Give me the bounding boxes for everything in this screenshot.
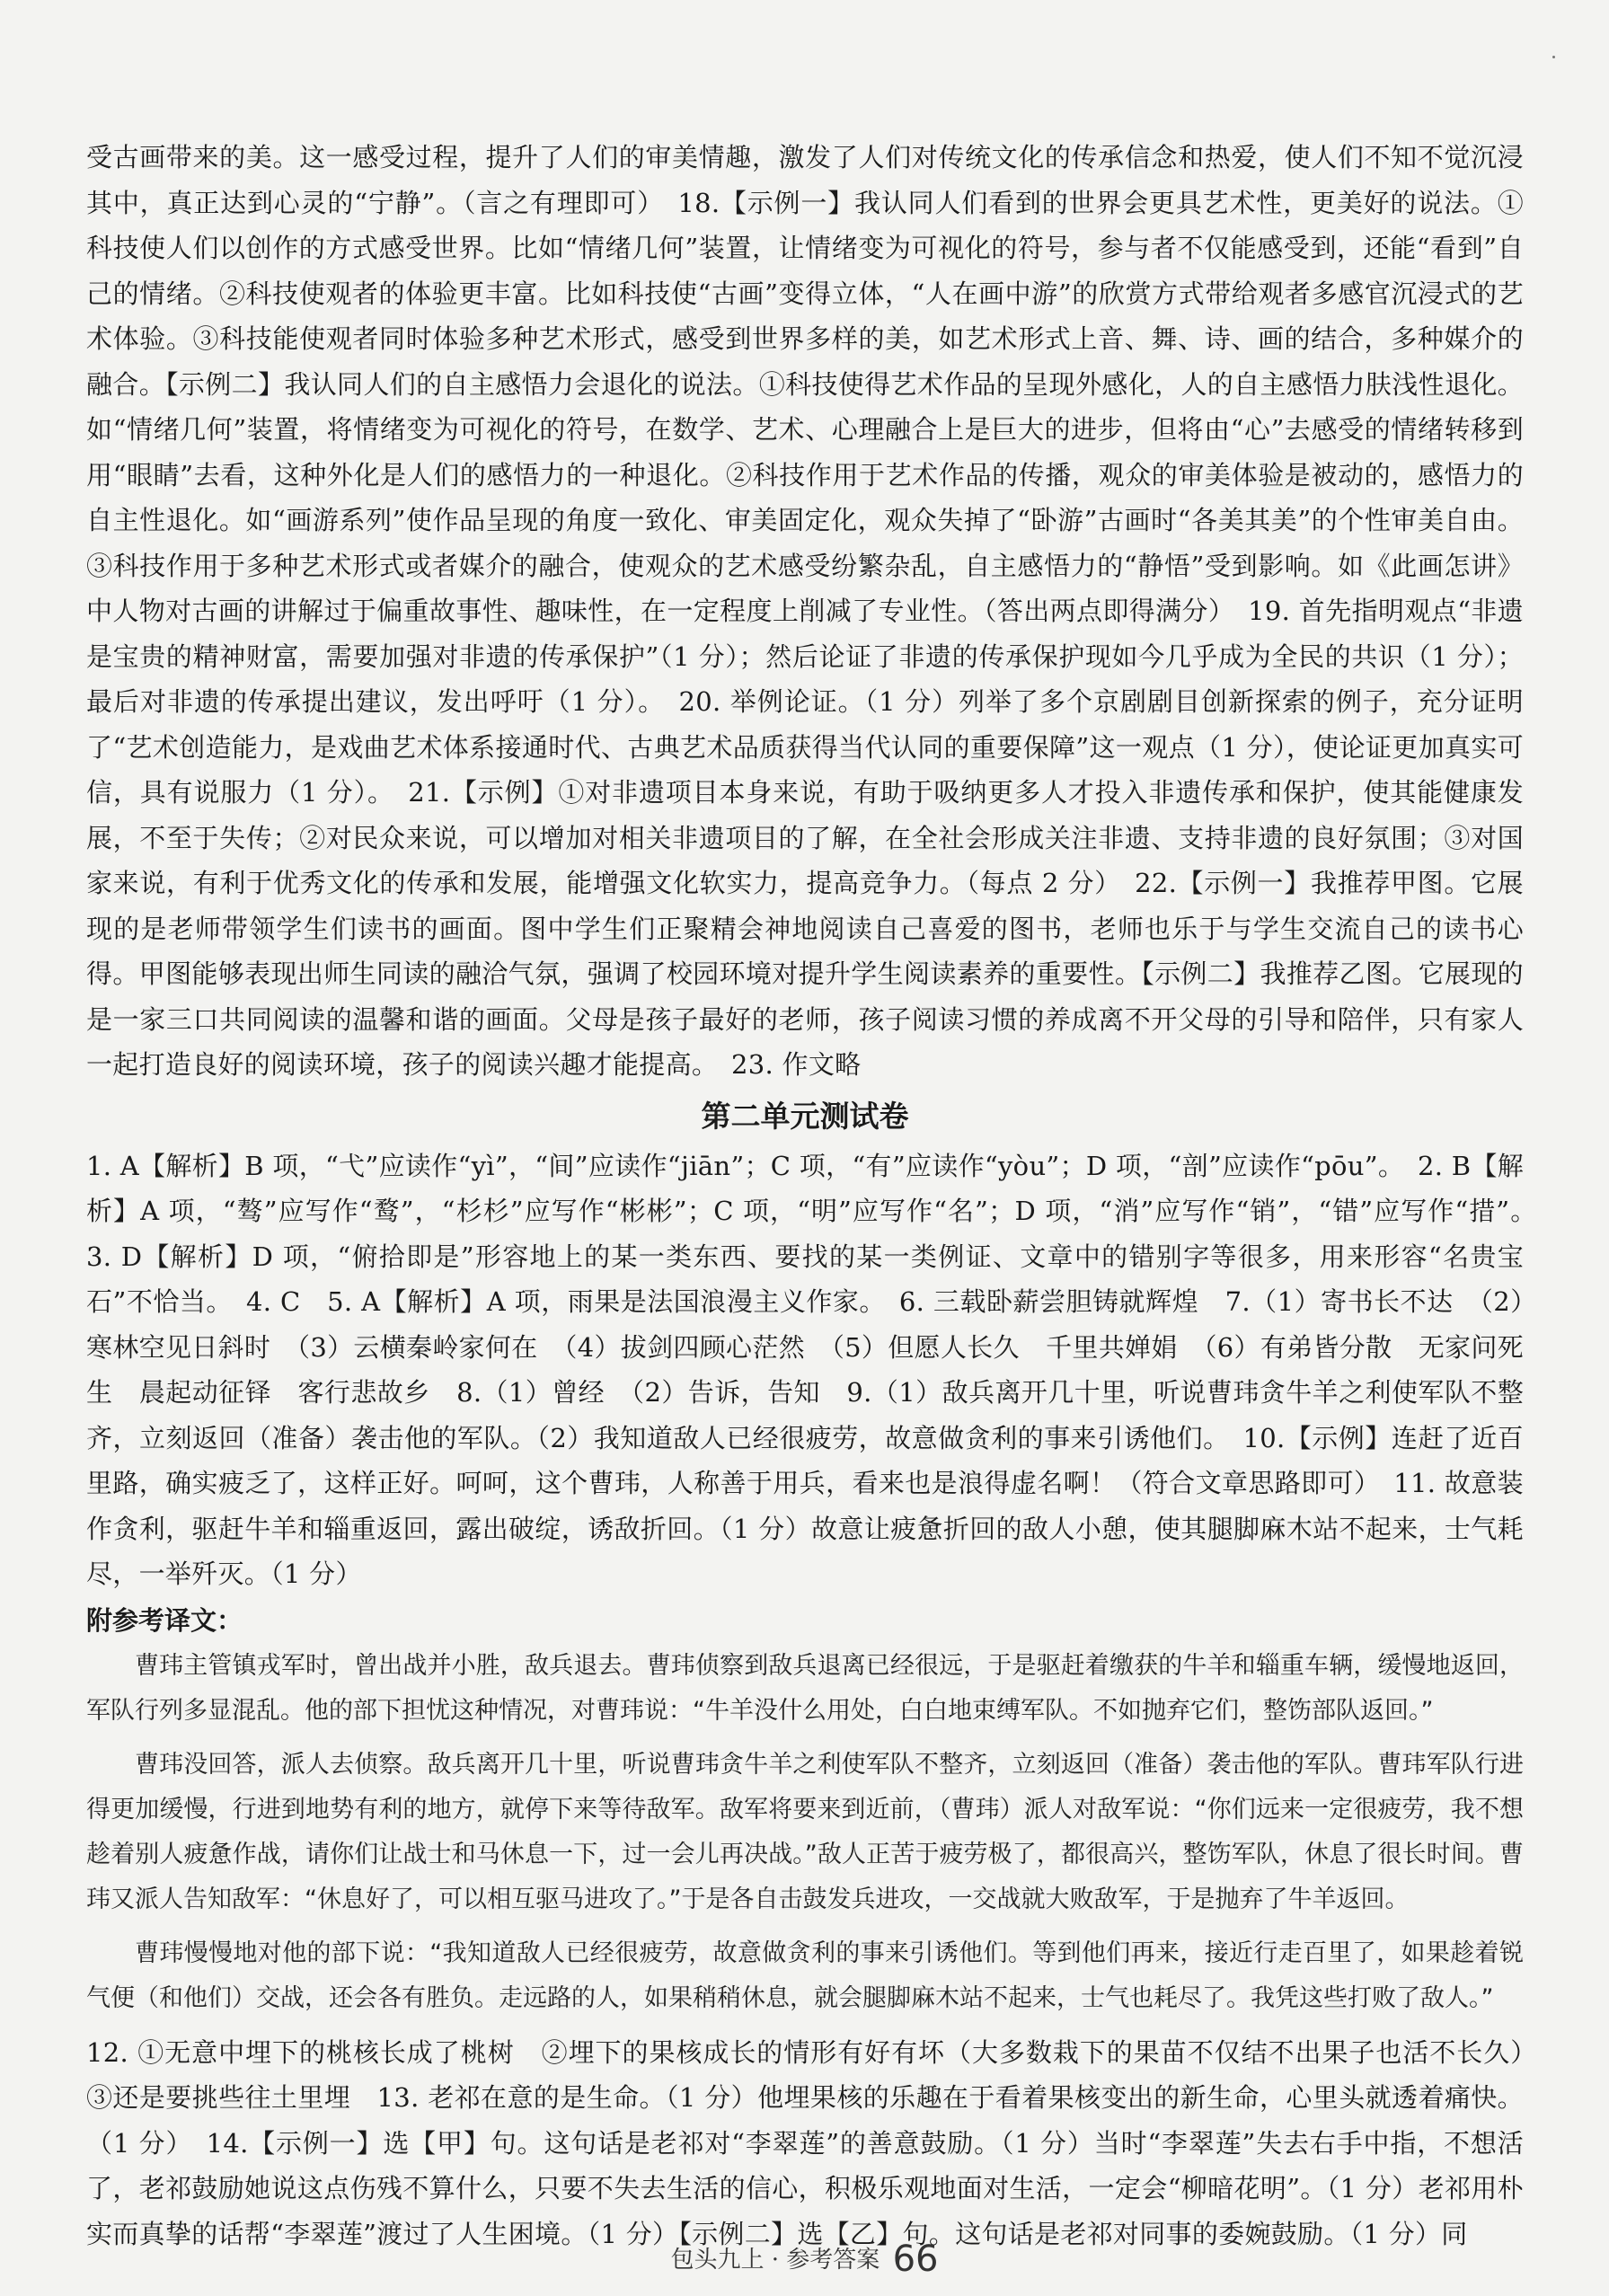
answers-reading-section: 12. ①无意中埋下的桃核长成了桃树 ②埋下的果核成长的情形有好有坏（大多数栽下的果苗不仅结不出果子也活不长久） ③还是要挑些往土里埋 13. 老祁在意的是生命。（1 分）他埋果核的乐趣在于看着果核变出的新生命，心里头就透着痛快。（1 分） 14.【示例一】选【甲】句。这句话是老祁对“李翠莲”的善意鼓励。（1 分）当时“李翠莲”失去右手中指，不想活了，老祁鼓励她说这点伤残不算什么，只要不失去生活的信心，积极乐观地面对生活，一定会“柳暗花明”。（1 分）老祁用朴实而真挚的话帮“李翠莲”渡过了人生困境。（1 分）【示例二】选【乙】句。这句话是老祁对同事的委婉鼓励。（1 分）同	[86, 2036, 1551, 2249]
section-title: 第二单元测试卷	[701, 1098, 909, 1134]
page-footer	[0, 2239, 1609, 2280]
answers-unit-two: 1. A【解析】B 项，“弋”应读作“yì”，“间”应读作“jiān”；C 项，“有”应读作“yòu”；D 项，“剖”应读作“pōu”。 2. B【解析】A 项，“骜”应写作“鹜”，“杉杉”应写作“彬彬”；C 项，“明”应写作“名”；D 项，“消”应写作“销”，“错”应写作“措”。 3. D【解析】D 项，“俯拾即是”形容地上的某一类东西、要找的某一类例证、文章中的错别字等很多，用来形容“名贵宝石”不恰当。 4. C 5. A【解析】A 项，雨果是法国浪漫主义作家。 6. 三载卧薪尝胆铸就辉煌 7.（1）寄书长不达 （2）寒林空见日斜时 （3）云横秦岭家何在 （4）拔剑四顾心茫然 （5）但愿人长久 千里共婵娟 （6）有弟皆分散 无家问死生 晨起动征铎 客行悲故乡 8.（1）曾经 （2）告诉，告知 9.（1）敌兵离开几十里，听说曹玮贪牛羊之利使军队不整齐，立刻返回（准备）袭击他的军队。（2）我知道敌人已经很疲劳，故意做贪利的事来引诱他们。 10.【示例】连赶了近百里路，确实疲乏了，这样正好。呵呵，这个曹玮，人称善于用兵，看来也是浪得虚名啊！（符合文章思路即可） 11. 故意装作贪利，驱赶牛羊和辎重返回，露出破绽，诱敌折回。（1 分）故意让疲惫折回的敌人小憩，使其腿脚麻木站不起来，士气耗尽，一举歼灭。（1 分）	[86, 1150, 1551, 1589]
page-number: 66	[892, 2239, 939, 2280]
translation-paragraph-3: 曹玮慢慢地对他的部下说：“我知道敌人已经很疲劳，故意做贪利的事来引诱他们。等到他们再来，接近行走百里了，如果趁着锐气便（和他们）交战，还会各有胜负。走远路的人，如果稍稍休息，就会腿脚麻木站不起来，士气也耗尽了。我凭这些打败了敌人。”	[86, 1938, 1524, 2012]
answers-unit-one-continued: 受古画带来的美。这一感受过程，提升了人们的审美情趣，激发了人们对传统文化的传承信念和热爱，使人们不知不觉沉浸其中，真正达到心灵的“宁静”。（言之有理即可） 18.【示例一】我认同人们看到的世界会更具艺术性，更美好的说法。①科技使人们以创作的方式感受世界。比如“情绪几何”装置，让情绪变为可视化的符号，参与者不仅能感受到，还能“看到”自己的情绪。②科技使观者的体验更丰富。比如科技使“古画”变得立体，“人在画中游”的欣赏方式带给观者多感官沉浸式的艺术体验。③科技能使观者同时体验多种艺术形式，感受到世界多样的美，如艺术形式上音、舞、诗、画的结合，多种媒介的融合。【示例二】我认同人们的自主感悟力会退化的说法。①科技使得艺术作品的呈现外感化，人的自主感悟力肤浅性退化。如“情绪几何”装置，将情绪变为可视化的符号，在数学、艺术、心理融合上是巨大的进步，但将由“心”去感受的情绪转移到用“眼睛”去看，这种外化是人们的感悟力的一种退化。②科技作用于艺术作品的传播，观众的审美体验是被动的，感悟力的自主性退化。如“画游系列”使作品呈现的角度一致化、审美固定化，观众失掉了“卧游”古画时“各美其美”的个性审美自由。③科技作用于多种艺术形式或者媒介的融合，使观众的艺术感受纷繁杂乱，自主感悟力的“静悟”受到影响。如《此画怎讲》中人物对古画的讲解过于偏重故事性、趣味性，在一定程度上削减了专业性。（答出两点即得满分） 19. 首先指明观点“非遗是宝贵的精神财富，需要加强对非遗的传承保护”（1 分）；然后论证了非遗的传承保护现如今几乎成为全民的共识（1 分）；最后对非遗的传承提出建议，发出呼吁（1 分）。 20. 举例论证。（1 分）列举了多个京剧剧目创新探索的例子，充分证明了“艺术创造能力，是戏曲艺术体系接通时代、古典艺术品质获得当代认同的重要保障”这一观点（1 分），使论证更加真实可信，具有说服力（1 分）。 21.【示例】①对非遗项目本身来说，有助于吸纳更多人才投入非遗传承和保护，使其能健康发展，不至于失传；②对民众来说，可以增加对相关非遗项目的了解，在全社会形成关注非遗、支持非遗的良好氛围；③对国家来说，有利于优秀文化的传承和发展，能增强文化软实力，提高竞争力。（每点 2 分） 22.【示例一】我推荐甲图。它展现的是老师带领学生们读书的画面。图中学生们正聚精会神地阅读自己喜爱的图书，老师也乐于与学生交流自己的读书心得。甲图能够表现出师生同读的融洽气氛，强调了校园环境对提升学生阅读素养的重要性。【示例二】我推荐乙图。它展现的是一家三口共同阅读的温馨和谐的画面。父母是孩子最好的老师，孩子阅读习惯的养成离不开父母的引导和陪伴，只有家人一起打造良好的阅读环境，孩子的阅读兴趣才能提高。 23. 作文略	[86, 142, 1525, 1080]
reference-translation-heading: 附参考译文：	[86, 1604, 243, 1636]
answer-page	[86, 135, 1551, 2256]
footer-label: 包头九上 · 参考答案	[670, 2247, 880, 2274]
translation-paragraph-2: 曹玮没回答，派人去侦察。敌兵离开几十里，听说曹玮贪牛羊之利使军队不整齐，立刻返回（准备）袭击他的军队。曹玮军队行进得更加缓慢，行进到地势有利的地方，就停下来等待敌军。敌军将要来到近前，（曹玮）派人对敌军说：“你们远来一定很疲劳，我不想趁着别人疲惫作战，请你们让战士和马休息一下，过一会儿再决战。”敌人正苦于疲劳极了，都很高兴，整饬军队，休息了很长时间。曹玮又派人告知敌军：“休息好了，可以相互驱马进攻了。”于是各自击鼓发兵进攻，一交战就大败敌军，于是抛弃了牛羊返回。	[86, 1750, 1524, 1913]
scan-dot	[1552, 56, 1555, 58]
translation-paragraph-1: 曹玮主管镇戎军时，曾出战并小胜，敌兵退去。曹玮侦察到敌兵退离已经很远，于是驱赶着缴获的牛羊和辎重车辆，缓慢地返回，军队行列多显混乱。他的部下担忧这种情况，对曹玮说：“牛羊没什么用处，白白地束缚军队。不如抛弃它们，整饬部队返回。”	[86, 1651, 1524, 1725]
